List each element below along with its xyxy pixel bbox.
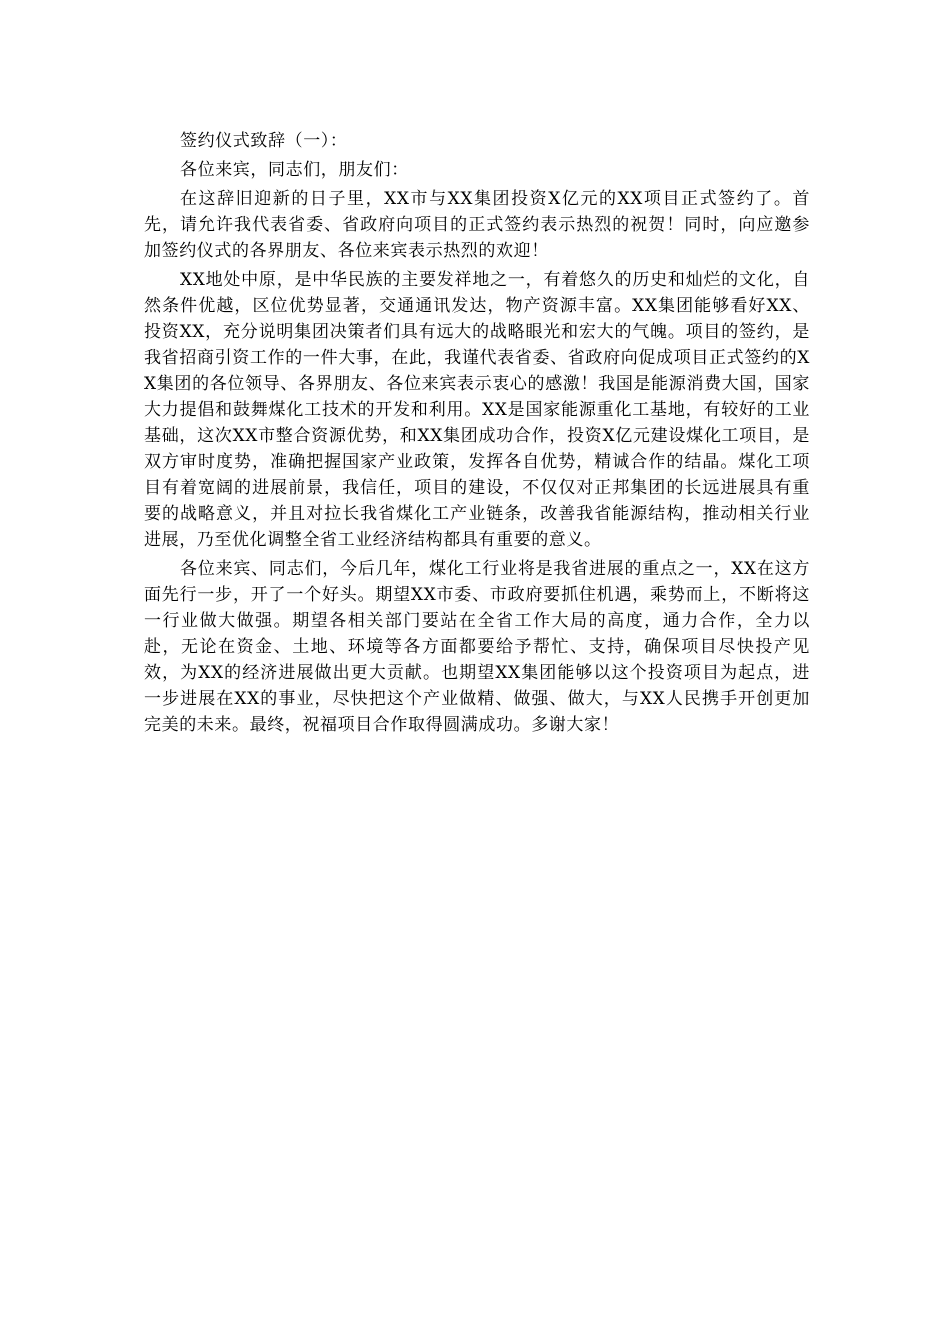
document-title: 签约仪式致辞（一）： <box>180 131 348 151</box>
paragraph-2: XX地处中原，是中华民族的主要发祥地之一，有着悠久的历史和灿烂的文化，自然条件优越，区位优势显著，交通通讯发达，物产资源丰富。XX集团能够看好XX、投资XX，充分说明集团决策者们具有远大的战略眼光和宏大的气魄。项目的签约，是我省招商引资工作的一件大事，在此，我谨代表省委、省政府向促成项目正式签约的XX集团的各位领导、各界朋友、各位来宾表示衷心的感激！我国是能源消费大国，国家大力提倡和鼓舞煤化工技术的开发和利用。XX是国家能源重化工基地，有较好的工业基础，这次XX市整合资源优势，和XX集团成功合作，投资X亿元建设煤化工项目，是双方审时度势，准确把握国家产业政策，发挥各自优势，精诚合作的结晶。煤化工项目有着宽阔的进展前景，我信任，项目的建设，不仅仅对正邦集团的长远进展具有重要的战略意义，并且对拉长我省煤化工产业链条，改善我省能源结构，推动相关行业进展，乃至优化调整全省工业经济结构都具有重要的意义。 <box>144 270 810 550</box>
document-body <box>144 128 810 738</box>
paragraph-3: 各位来宾、同志们，今后几年，煤化工行业将是我省进展的重点之一，XX在这方面先行一步，开了一个好头。期望XX市委、市政府要抓住机遇，乘势而上，不断将这一行业做大做强。期望各相关部门要站在全省工作大局的高度，通力合作，全力以赴，无论在资金、土地、环境等各方面都要给予帮忙、支持，确保项目尽快投产见效，为XX的经济进展做出更大贡献。也期望XX集团能够以这个投资项目为起点，进一步进展在XX的事业，尽快把这个产业做精、做强、做大，与XX人民携手开创更加完美的未来。最终，祝福项目合作取得圆满成功。多谢大家！ <box>144 559 810 735</box>
paragraph-1: 在这辞旧迎新的日子里，XX市与XX集团投资X亿元的XX项目正式签约了。首先，请允许我代表省委、省政府向项目的正式签约表示热烈的祝贺！同时，向应邀参加签约仪式的各界朋友、各位来宾表示热烈的欢迎！ <box>144 189 810 261</box>
greeting: 各位来宾，同志们，朋友们： <box>180 160 409 180</box>
